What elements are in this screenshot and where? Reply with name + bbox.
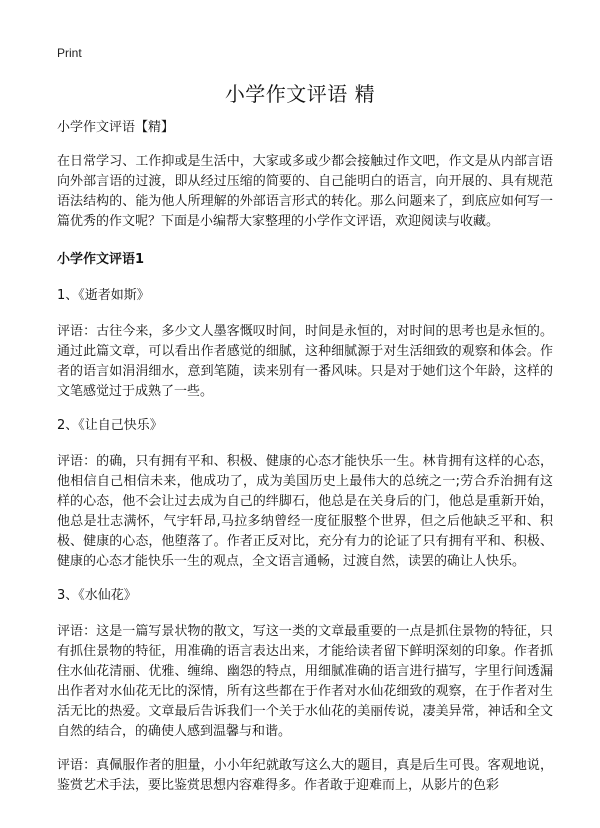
section-heading: 小学作文评语1 [57,252,145,267]
print-link[interactable]: Print [57,46,82,60]
intro-paragraph: 在日常学习、工作抑或是生活中，大家或多或少都会接触过作文吧，作文是从内部言语向外部言语的过渡，即从经过压缩的简要的、自己能明白的语言，向开展的、具有规范语法结构的、能为他人所理解的外部语言形式的转化。那么问题来了，到底应如何写一篇优秀的作文呢？下面是小编帮大家整理的小学作文评语，欢迎阅读与收藏。 [57,154,553,229]
page-title: 小学作文评语 精 [224,82,376,106]
document-body [57,118,553,810]
item-comment-3b: 评语：真佩服作者的胆量，小小年纪就敢写这么大的题目，真是后生可畏。客观地说，鉴赏艺术手法，要比鉴赏思想内容难得多。作者敢于迎难而上，从影片的色彩 [57,758,553,793]
item-title-1: 1、《逝者如斯》 [57,288,150,303]
item-comment-1: 评语：古往今来，多少文人墨客慨叹时间，时间是永恒的，对时间的思考也是永恒的。通过此篇文章，可以看出作者感觉的细腻，这种细腻源于对生活细致的观察和体会。作者的语言如涓涓细水，意到笔随，读来别有一番风味。只是对于她们这个年龄，这样的文笔感觉过于成熟了一些。 [57,324,553,399]
item-comment-2: 评语：的确，只有拥有平和、积极、健康的心态才能快乐一生。林肯拥有这样的心态，他相信自己相信未来，他成功了，成为美国历史上最伟大的总统之一;劳合乔治拥有这样的心态，他不会让过去成为自己的绊脚石，他总是在关身后的门，他总是重新开始，他总是壮志满怀，气宇轩昂,马拉多纳曾经一度征服整个世界，但之后他缺乏平和、积极、健康的心态，他堕落了。作者正反对比，充分有力的论证了只有拥有平和、积极、健康的心态才能快乐一生的观点，全文语言通畅，过渡自然，读罢的确让人快乐。 [57,454,553,569]
item-title-2: 2、《让自己快乐》 [57,418,163,433]
item-comment-3: 评语：这是一篇写景状物的散文，写这一类的文章最重要的一点是抓住景物的特征，只有抓住景物的特征，用准确的语言表达出来，才能给读者留下鲜明深刻的印象。作者抓住水仙花清丽、优雅、缠绵、幽怨的特点，用细腻准确的语言进行描写，字里行间透漏出作者对水仙花无比的深情，所有这些都在于作者对水仙花细致的观察，在于作者对生活无比的热爱。文章最后告诉我们一个关于水仙花的美丽传说，凄美异常，神话和全文自然的结合，的确使人感到温馨与和谐。 [57,624,553,739]
document-subtitle: 小学作文评语【精】 [57,120,175,135]
item-title-3: 3、《水仙花》 [57,588,137,603]
